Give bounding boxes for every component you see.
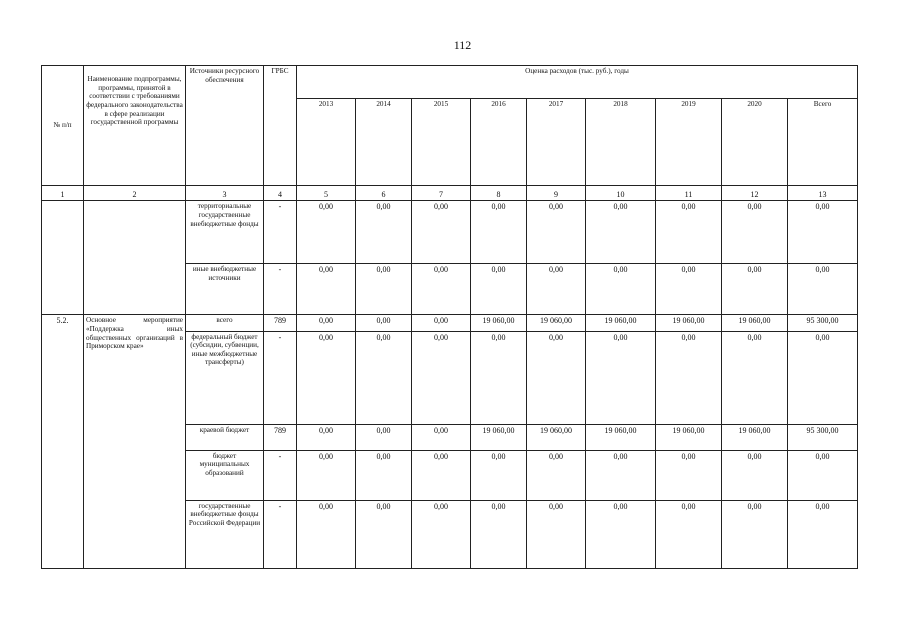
value-cell: 0,00: [656, 201, 722, 264]
column-index-cell: 8: [471, 186, 527, 201]
column-index-cell: 2: [84, 186, 186, 201]
source-cell: краевой бюджет: [186, 424, 264, 450]
value-cell: 19 060,00: [527, 315, 586, 331]
value-cell: 0,00: [412, 201, 471, 264]
value-cell: 0,00: [527, 450, 586, 500]
year-2017-cell: 2017: [527, 99, 586, 186]
value-cell: 0,00: [297, 331, 356, 424]
source-cell: всего: [186, 315, 264, 331]
value-cell: 0,00: [471, 500, 527, 568]
value-cell: 95 300,00: [788, 424, 858, 450]
column-index-cell: 10: [586, 186, 656, 201]
value-cell: 0,00: [722, 331, 788, 424]
value-cell: 19 060,00: [656, 424, 722, 450]
year-total-cell: Всего: [788, 99, 858, 186]
value-cell: 0,00: [356, 201, 412, 264]
value-cell: 19 060,00: [527, 424, 586, 450]
value-cell: 19 060,00: [471, 424, 527, 450]
source-cell: территориальные государственные внебюджетные фонды: [186, 201, 264, 264]
value-cell: 0,00: [586, 500, 656, 568]
source-cell: иные внебюджетные источники: [186, 264, 264, 315]
value-cell: 0,00: [356, 424, 412, 450]
header-number-cell: № п/п: [42, 66, 84, 186]
year-2013-cell: 2013: [297, 99, 356, 186]
value-cell: 0,00: [297, 201, 356, 264]
value-cell: 0,00: [297, 315, 356, 331]
value-cell: 0,00: [586, 331, 656, 424]
source-cell: государственные внебюджетные фонды Российской Федерации: [186, 500, 264, 568]
year-2020-cell: 2020: [722, 99, 788, 186]
page-number: 112: [453, 38, 472, 52]
column-index-cell: 13: [788, 186, 858, 201]
grbs-cell: 789: [264, 315, 297, 331]
grbs-cell: 789: [264, 424, 297, 450]
year-2016-cell: 2016: [471, 99, 527, 186]
value-cell: 0,00: [656, 264, 722, 315]
value-cell: 0,00: [412, 424, 471, 450]
value-cell: 19 060,00: [722, 424, 788, 450]
value-cell: 0,00: [471, 201, 527, 264]
value-cell: 0,00: [297, 450, 356, 500]
value-cell: 19 060,00: [722, 315, 788, 331]
value-cell: 0,00: [586, 264, 656, 315]
column-index-cell: 6: [356, 186, 412, 201]
value-cell: 0,00: [527, 500, 586, 568]
value-cell: 0,00: [788, 500, 858, 568]
header-grbs-cell: ГРБС: [264, 66, 297, 186]
value-cell: 0,00: [471, 264, 527, 315]
value-cell: 0,00: [586, 201, 656, 264]
column-index-cell: 12: [722, 186, 788, 201]
header-name-cell: Наименование подпрограммы, программы, принятой в соответствии с требованиями федерального законодательства в сфере реализации государственной программы: [84, 66, 186, 186]
value-cell: 19 060,00: [586, 424, 656, 450]
year-2019-cell: 2019: [656, 99, 722, 186]
value-cell: 0,00: [356, 315, 412, 331]
value-cell: 0,00: [297, 424, 356, 450]
year-2014-cell: 2014: [356, 99, 412, 186]
value-cell: 0,00: [412, 500, 471, 568]
column-index-cell: 3: [186, 186, 264, 201]
year-2015-cell: 2015: [412, 99, 471, 186]
value-cell: 0,00: [412, 331, 471, 424]
value-cell: 0,00: [412, 264, 471, 315]
grbs-cell: -: [264, 264, 297, 315]
value-cell: 0,00: [788, 201, 858, 264]
value-cell: 0,00: [656, 450, 722, 500]
value-cell: 0,00: [471, 450, 527, 500]
value-cell: 0,00: [722, 450, 788, 500]
value-cell: 0,00: [412, 315, 471, 331]
value-cell: 0,00: [722, 201, 788, 264]
column-index-cell: 1: [42, 186, 84, 201]
year-2018-cell: 2018: [586, 99, 656, 186]
value-cell: 0,00: [722, 500, 788, 568]
item-name-cell: Основное мероприятие «Поддержка иных общественных организаций в Приморском крае»: [84, 315, 186, 569]
expenditure-table: [41, 65, 858, 569]
header-row: [42, 66, 858, 99]
grbs-cell: -: [264, 331, 297, 424]
value-cell: 19 060,00: [471, 315, 527, 331]
column-index-cell: 5: [297, 186, 356, 201]
value-cell: 19 060,00: [656, 315, 722, 331]
empty-name-cell: [84, 201, 186, 315]
header-source-cell: Источники ресурсного обеспечения: [186, 66, 264, 186]
grbs-cell: -: [264, 500, 297, 568]
column-index-row: [42, 186, 858, 201]
table-row: [42, 315, 858, 331]
value-cell: 0,00: [297, 500, 356, 568]
value-cell: 0,00: [722, 264, 788, 315]
source-cell: федеральный бюджет (субсидии, субвенции, иные межбюджетные трансферты): [186, 331, 264, 424]
value-cell: 0,00: [356, 331, 412, 424]
grbs-cell: -: [264, 450, 297, 500]
value-cell: 0,00: [471, 331, 527, 424]
value-cell: 0,00: [356, 264, 412, 315]
value-cell: 0,00: [356, 450, 412, 500]
value-cell: 0,00: [527, 331, 586, 424]
value-cell: 0,00: [656, 500, 722, 568]
column-index-cell: 4: [264, 186, 297, 201]
value-cell: 0,00: [297, 264, 356, 315]
item-number-cell: 5.2.: [42, 315, 84, 569]
column-index-cell: 7: [412, 186, 471, 201]
value-cell: 95 300,00: [788, 315, 858, 331]
value-cell: 0,00: [527, 264, 586, 315]
value-cell: 0,00: [788, 264, 858, 315]
value-cell: 0,00: [788, 450, 858, 500]
empty-number-cell: [42, 201, 84, 315]
table-row: [42, 201, 858, 264]
value-cell: 19 060,00: [586, 315, 656, 331]
column-index-cell: 9: [527, 186, 586, 201]
value-cell: 0,00: [527, 201, 586, 264]
value-cell: 0,00: [788, 331, 858, 424]
value-cell: 0,00: [356, 500, 412, 568]
source-cell: бюджет муниципальных образований: [186, 450, 264, 500]
column-index-cell: 11: [656, 186, 722, 201]
value-cell: 0,00: [656, 331, 722, 424]
value-cell: 0,00: [412, 450, 471, 500]
grbs-cell: -: [264, 201, 297, 264]
header-estimate-cell: Оценка расходов (тыс. руб.), годы: [297, 66, 858, 99]
value-cell: 0,00: [586, 450, 656, 500]
